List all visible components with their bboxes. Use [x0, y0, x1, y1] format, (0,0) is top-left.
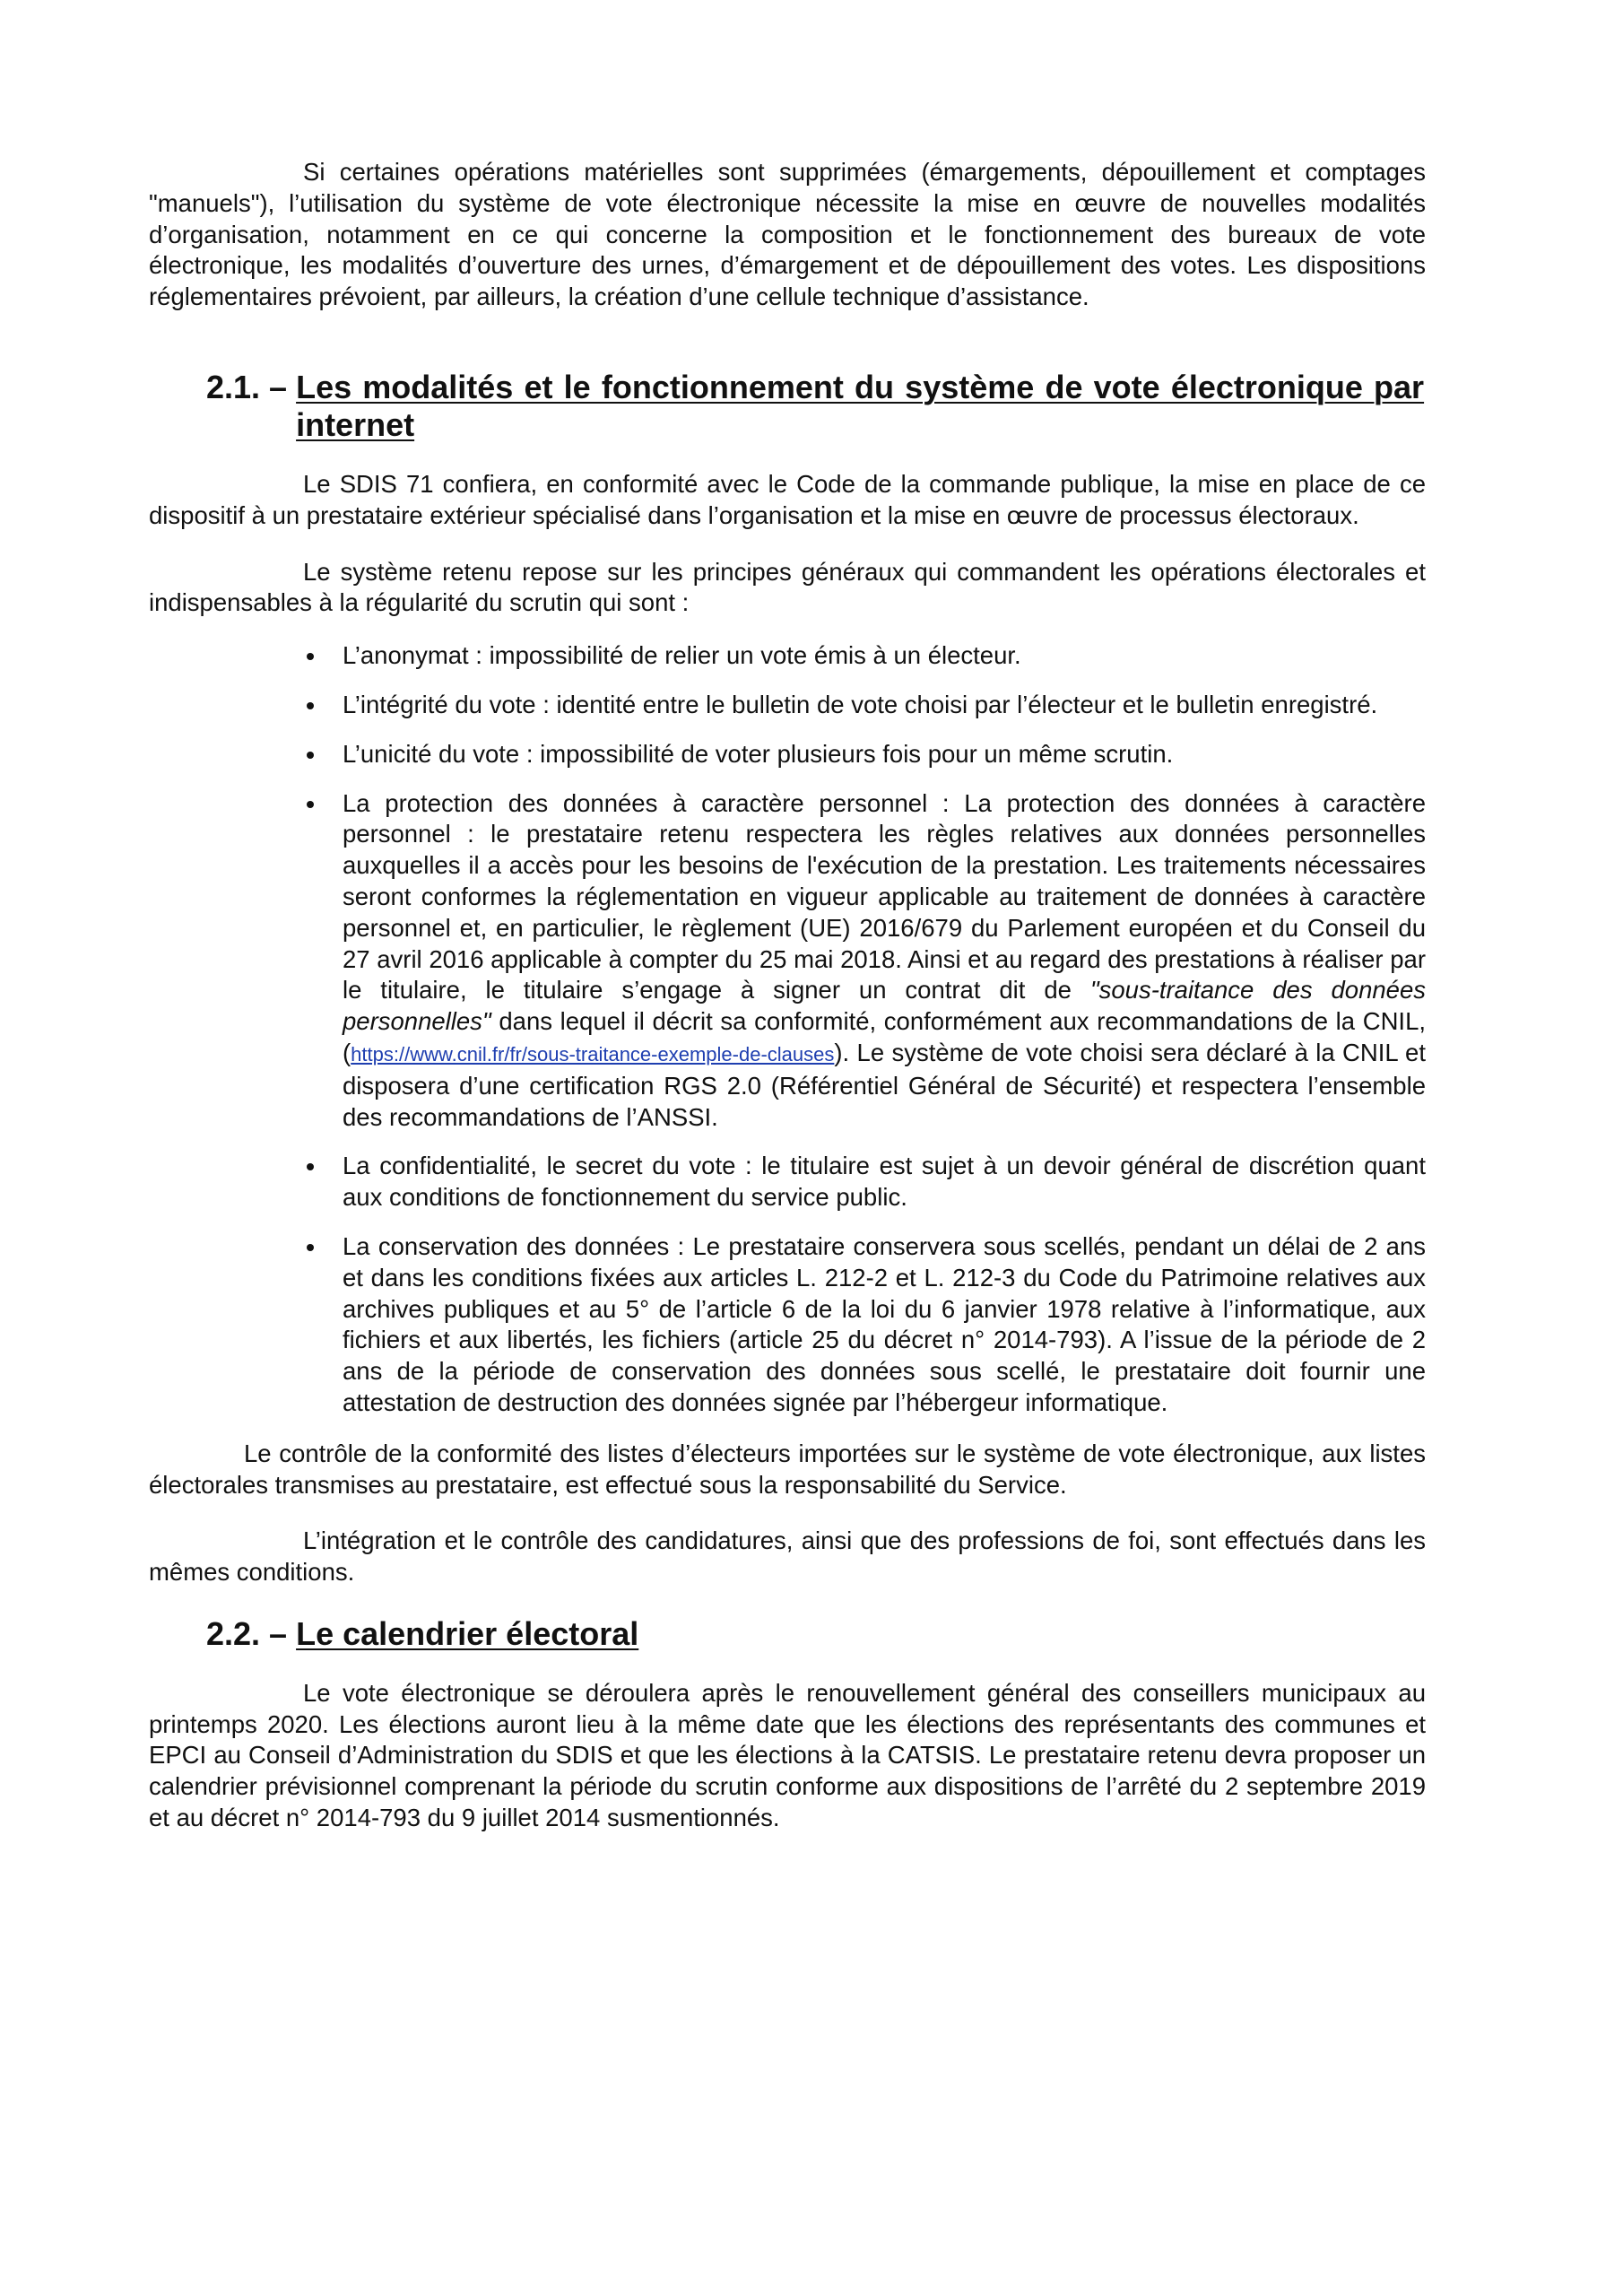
section-heading-2-2	[206, 1615, 1426, 1653]
list-item-text: dans lequel il décrit sa conformité, conformément aux recommandations de la CNIL, (	[343, 1007, 1426, 1066]
list-item	[343, 640, 1426, 672]
list-item-text: L’intégrité du vote : identité entre le bulletin de vote choisi par l’électeur et le bulletin enregistré.	[343, 690, 1378, 718]
section-title: Le calendrier électoral	[296, 1614, 639, 1652]
intro-paragraph: Si certaines opérations matérielles sont supprimées (émargements, dépouillement et comptages "manuels"), l’utilisation du système de vote électronique nécessite la mise en œuvre de nouvelles modalités d’organisation, notamment en ce qui concerne la composition et le fonctionnement des bureaux de vote électronique, les modalités d’ouverture des urnes, d’émargement et de dépouillement des votes. Les dispositions réglementaires prévoient, par ailleurs, la création d’une cellule technique d’assistance.	[149, 158, 1426, 311]
section-title: Les modalités et le fonctionnement du système de vote électronique par internet	[296, 368, 1425, 443]
list-item	[343, 788, 1426, 1134]
paragraph: L’intégration et le contrôle des candidatures, ainsi que des professions de foi, sont effectués dans les mêmes conditions.	[149, 1526, 1426, 1587]
bullet-icon	[307, 1163, 314, 1170]
list-item-text: La confidentialité, le secret du vote : le titulaire est sujet à un devoir général de discrétion quant aux conditions de fonctionnement du service public.	[343, 1152, 1426, 1212]
paragraph: Le SDIS 71 confiera, en conformité avec le Code de la commande publique, la mise en place de ce dispositif à un prestataire extérieur spécialisé dans l’organisation et la mise en œuvre de processus électoraux.	[149, 469, 1426, 529]
paragraph: Le système retenu repose sur les principes généraux qui commandent les opérations électorales et indispensables à la régularité du scrutin qui sont :	[149, 557, 1426, 617]
paragraph: Le contrôle de la conformité des listes d’électeurs importées sur le système de vote électronique, aux listes électorales transmises au prestataire, est effectué sous la responsabilité du Service.	[149, 1439, 1426, 1499]
document-page	[149, 157, 1426, 1834]
italic-text: "sous-traitance des données personnelles"	[343, 976, 1426, 1036]
bullet-icon	[307, 752, 314, 759]
bullet-icon	[307, 1244, 314, 1251]
list-item-text: ). Le système de vote choisi sera déclaré à la CNIL et disposera d’une certification RGS 2.0 (Référentiel Général de Sécurité) et respectera l’ensemble des recommandations de l’ANSSI.	[343, 1038, 1426, 1131]
bullet-icon	[307, 702, 314, 709]
list-item-text: La conservation des données : Le prestataire conservera sous scellés, pendant un délai de 2 ans et dans les conditions fixées aux articles L. 212-2 et L. 212-3 du Code du Patrimoine relatives aux archives publiques et au 5° de l’article 6 de la loi du 6 janvier 1978 relative à l’informatique, aux fichiers et aux libertés, les fichiers (article 25 du décret n° 2014-793). A l’issue de la période de 2 ans de la période de conservation des données sous scellé, le prestataire doit fournir une attestation de destruction des données signée par l’hébergeur informatique.	[343, 1231, 1426, 1416]
list-item	[343, 739, 1426, 770]
list-item	[343, 690, 1426, 721]
paragraph: Le vote électronique se déroulera après le renouvellement général des conseillers municipaux au printemps 2020. Les élections auront lieu à la même date que les élections des représentants des communes et EPCI au Conseil d’Administration du SDIS et que les élections à la CATSIS. Le prestataire retenu devra proposer un calendrier prévisionnel comprenant la période du scrutin conforme aux dispositions de l’arrêté du 2 septembre 2019 et au décret n° 2014-793 du 9 juillet 2014 susmentionnés.	[149, 1678, 1426, 1832]
cnil-link[interactable]: https://www.cnil.fr/fr/sous-traitance-exemple-de-clauses	[351, 1042, 835, 1065]
section-number: 2.1. –	[206, 368, 297, 405]
list-item	[343, 1151, 1426, 1213]
section-heading-2-1	[206, 369, 1426, 444]
bullet-icon	[307, 653, 314, 660]
list-item	[343, 1231, 1426, 1419]
list-item-text: La protection des données à caractère personnel : La protection des données à caractère personnel : le prestataire retenu respectera les règles relatives aux données personnelles auxquelles il a accès pour les besoins de l'exécution de la prestation. Les traitements nécessaires seront conformes la réglementation en vigueur applicable au traitement de données à caractère personnel et, en particulier, le règlement (UE) 2016/679 du Parlement européen et du Conseil du 27 avril 2016 applicable à compter du 25 mai 2018. Ainsi et au regard des prestations à réaliser par le titulaire, le titulaire s’engage à signer un contrat dit de	[343, 788, 1426, 1004]
section-number: 2.2. –	[206, 1614, 297, 1652]
bullet-icon	[307, 801, 314, 808]
principles-list	[149, 640, 1426, 1419]
list-item-text: L’unicité du vote : impossibilité de voter plusieurs fois pour un même scrutin.	[343, 739, 1174, 768]
list-item-text: L’anonymat : impossibilité de relier un vote émis à un électeur.	[343, 641, 1021, 670]
